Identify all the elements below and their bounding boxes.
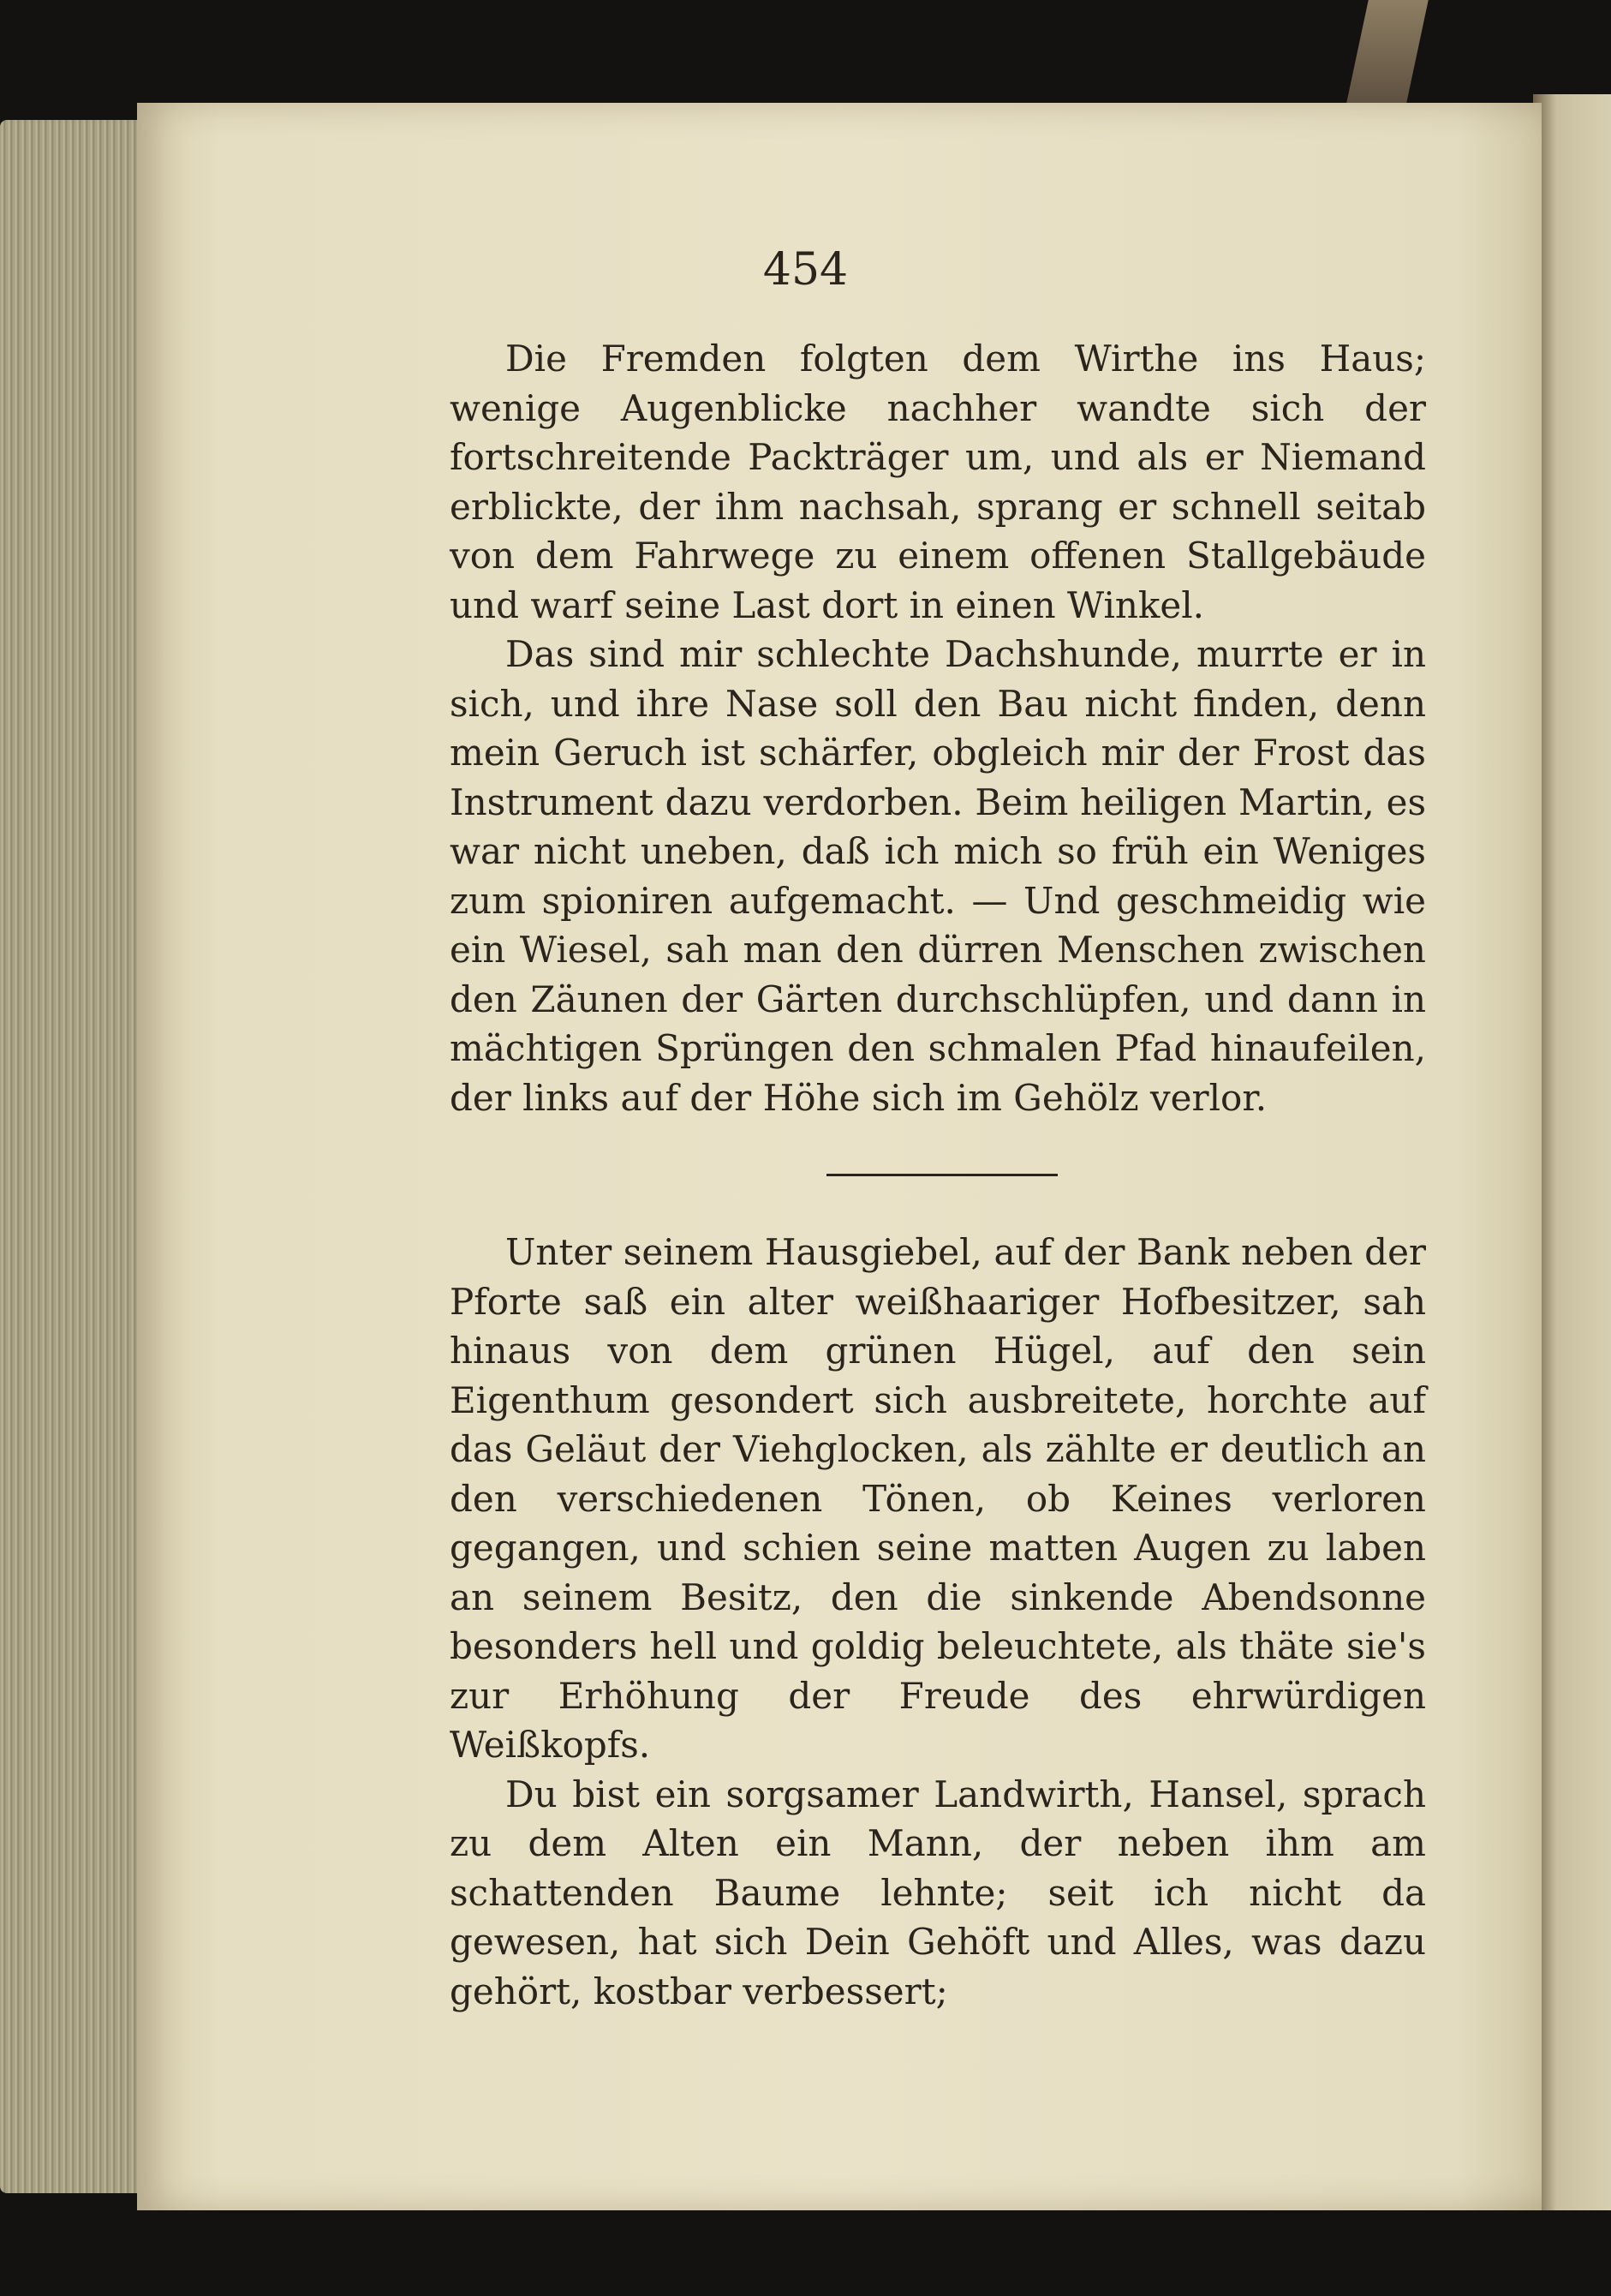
bookmark-ribbon: [1346, 0, 1429, 103]
paragraph: Das sind mir schlechte Dachshunde, murrte er in sich, und ihre Nase soll den Bau nicht finden, denn mein Geruch ist schärfer, obgleich mir der Frost das Instrument dazu verdorben. Beim heiligen Martin, es war nicht uneben, daß ich mich so früh ein Weniges zum spioniren aufgemacht. — Und geschmeidig wie ein Wiesel, sah man den dürren Menschen zwischen den Zäunen der Gärten durchschlüpfen, und dann in mächtigen Sprüngen den schmalen Pfad hinaufeilen, der links auf der Höhe sich im Gehölz verlor.: [450, 633, 1426, 1119]
paragraph: Du bist ein sorgsamer Landwirth, Hansel, sprach zu dem Alten ein Mann, der neben ihm am schattenden Baume lehnte; seit ich nicht da gewesen, hat sich Dein Gehöft und Alles, was dazu gehört, kostbar verbessert;: [450, 1773, 1426, 2012]
paragraph: Unter seinem Hausgiebel, auf der Bank neben der Pforte saß ein alter weißhaariger Hofbesitzer, sah hinaus von dem grünen Hügel, auf den sein Eigenthum gesondert sich ausbreitete, horchte auf das Geläut der Viehglocken, als zählte er deutlich an den verschiedenen Tönen, ob Keines verloren gegangen, und schien seine matten Augen zu laben an seinem Besitz, den die sinkende Abendsonne besonders hell und goldig beleuchtete, als thäte sie's zur Erhöhung der Freude des ehrwürdigen Weißkopfs.: [450, 1231, 1426, 1766]
section-divider: [826, 1174, 1058, 1176]
paragraph: Die Fremden folgten dem Wirthe ins Haus; wenige Augenblicke nachher wandte sich der fortschreitende Packträger um, und als er Niemand erblickte, der ihm nachsah, sprang er schnell seitab von dem Fahrwege zu einem offenen Stallgebäude und warf seine Last dort in einen Winkel.: [450, 338, 1426, 626]
page-edges: [0, 120, 150, 2193]
text-section-1: [450, 334, 1426, 1122]
text-section-2: [450, 1228, 1426, 2016]
page-number: 454: [762, 244, 849, 296]
facing-page-edge: [1533, 94, 1611, 2210]
